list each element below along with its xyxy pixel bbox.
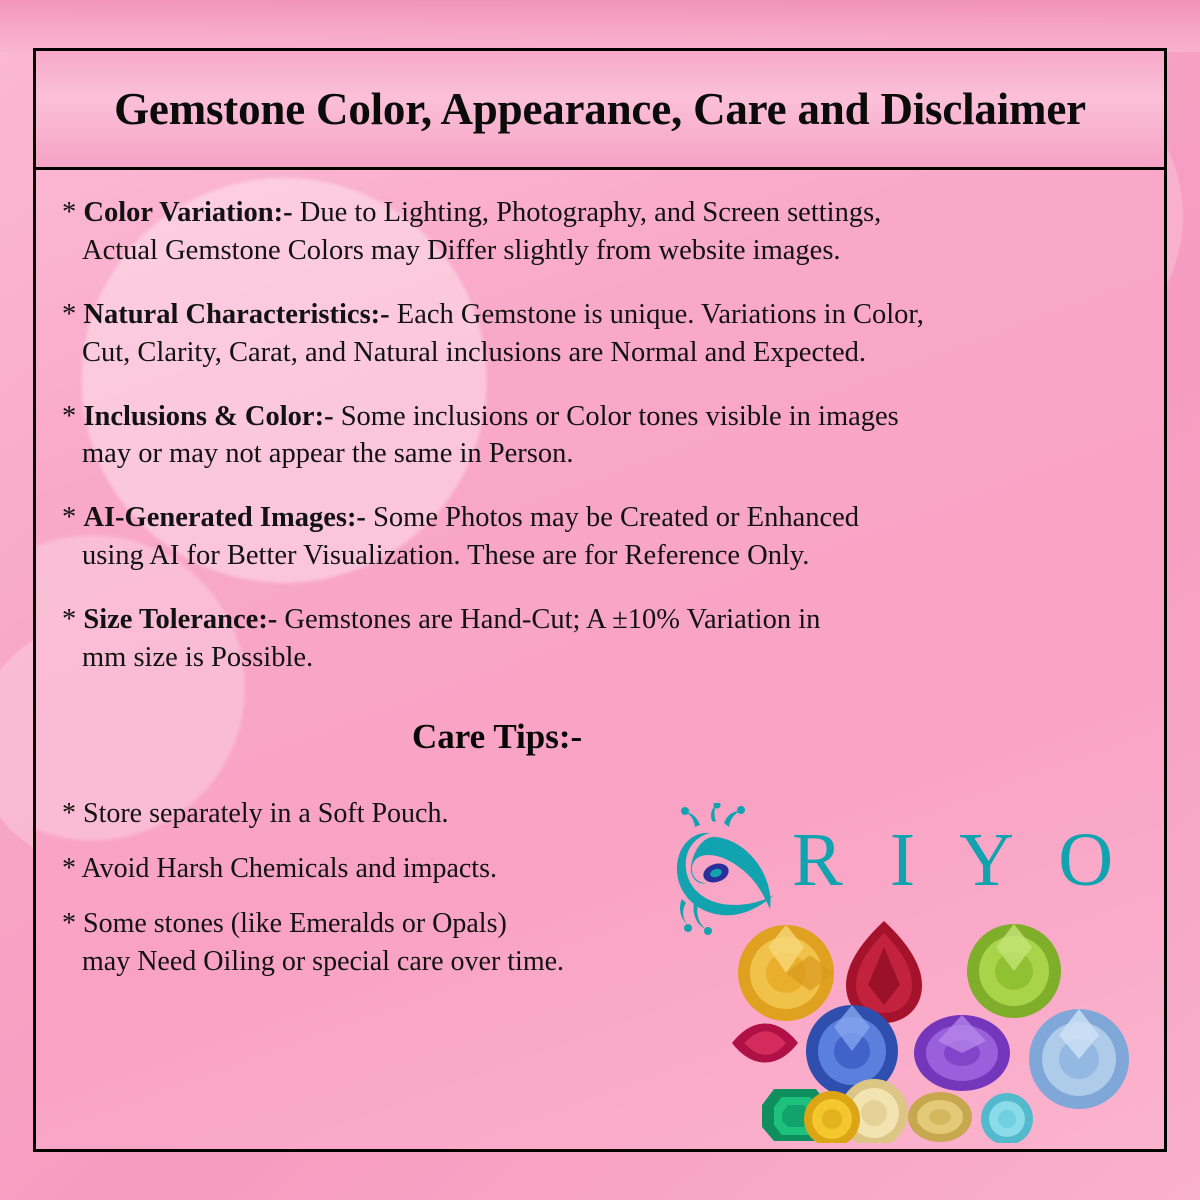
bullet-heading: Size Tolerance:- bbox=[83, 604, 278, 636]
gem-smoky-oval bbox=[908, 1092, 972, 1142]
care-line1: Avoid Harsh Chemicals and impacts. bbox=[81, 853, 497, 885]
disclaimer-item-size-tolerance bbox=[62, 601, 1138, 677]
bullet-marker: * bbox=[62, 604, 77, 636]
disclaimer-item-color-variation bbox=[62, 194, 1138, 270]
disclaimer-item-ai-generated-images bbox=[62, 499, 1138, 575]
bullet-line1: Each Gemstone is unique. Variations in Color, bbox=[389, 298, 924, 330]
bullet-marker: * bbox=[62, 908, 76, 940]
gemstone-cluster bbox=[724, 913, 1154, 1143]
bullet-line2: mm size is Possible. bbox=[82, 642, 314, 674]
care-tips-heading: Care Tips:- bbox=[412, 716, 583, 756]
bullet-line1: Gemstones are Hand-Cut; A ±10% Variation in bbox=[277, 604, 821, 636]
care-tips-row bbox=[62, 703, 1138, 789]
bullet-line1: Due to Lighting, Photography, and Screen settings, bbox=[292, 197, 882, 228]
bullet-line2: Cut, Clarity, Carat, and Natural inclusions are Normal and Expected. bbox=[82, 336, 867, 368]
care-line2: may Need Oiling or special care over time. bbox=[82, 945, 565, 977]
bullet-marker: * bbox=[62, 298, 77, 330]
bullet-line2: using AI for Better Visualization. These are for Reference Only. bbox=[82, 540, 810, 572]
bullet-marker: * bbox=[62, 502, 77, 534]
gem-citrine-round bbox=[738, 925, 834, 1021]
disclaimer-card bbox=[33, 48, 1167, 1152]
page-title: Gemstone Color, Appearance, Care and Disclaimer bbox=[114, 84, 1086, 134]
bullet-heading: Natural Characteristics:- bbox=[83, 298, 390, 330]
bullet-line1: Some inclusions or Color tones visible in images bbox=[333, 400, 899, 432]
brand-name: R I Y O bbox=[792, 818, 1128, 902]
bullet-line2: Actual Gemstone Colors may Differ slightly from website images. bbox=[82, 234, 841, 266]
care-line1: Store separately in a Soft Pouch. bbox=[83, 797, 449, 829]
bullet-heading: Inclusions & Color:- bbox=[83, 400, 334, 432]
gem-peridot-round bbox=[967, 924, 1061, 1018]
bullet-heading: Color Variation:- bbox=[83, 197, 293, 228]
gem-aquamarine-round bbox=[1029, 1009, 1129, 1109]
bullet-marker: * bbox=[62, 197, 77, 228]
bullet-marker: * bbox=[62, 797, 76, 829]
bullet-marker: * bbox=[62, 853, 76, 885]
care-line1: Some stones (like Emeralds or Opals) bbox=[83, 908, 507, 940]
gem-amethyst-oval bbox=[914, 1015, 1010, 1091]
disclaimer-item-inclusions-color bbox=[62, 398, 1138, 474]
title-band bbox=[36, 51, 1164, 170]
gem-ruby-marquise bbox=[732, 1024, 798, 1063]
bullet-marker: * bbox=[62, 400, 77, 432]
bullet-line2: may or may not appear the same in Person. bbox=[82, 438, 574, 470]
bullet-line1: Some Photos may be Created or Enhanced bbox=[365, 502, 860, 534]
bullet-heading: AI-Generated Images:- bbox=[83, 502, 366, 534]
disclaimer-item-natural-characteristics bbox=[62, 296, 1138, 372]
gem-topaz-blue-round bbox=[981, 1093, 1033, 1143]
